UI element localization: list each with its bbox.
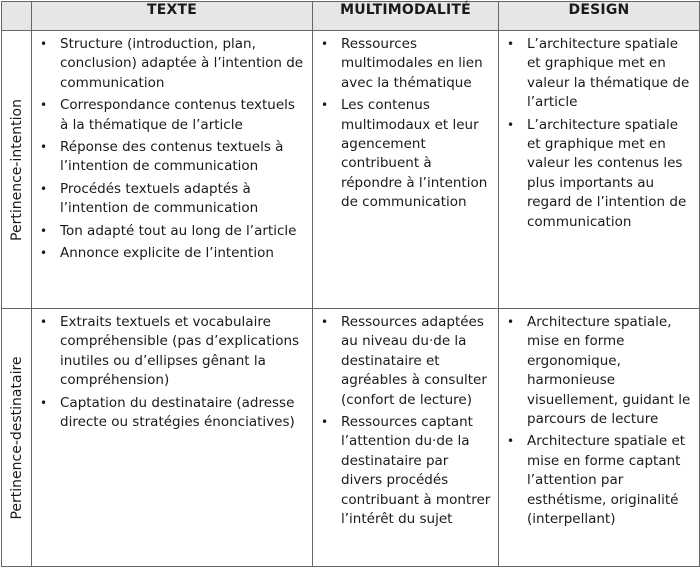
cell-destinataire-multimodalite <box>313 309 499 567</box>
bullet-item <box>505 313 693 429</box>
bullet-item <box>38 222 306 241</box>
bullet-icon: • <box>507 315 515 329</box>
bullet-icon: • <box>40 37 48 51</box>
bullet-item <box>319 313 492 410</box>
criteria-table <box>1 1 700 567</box>
bullet-item <box>319 413 492 529</box>
list-intention-multimodalite <box>313 31 498 213</box>
bullet-item <box>38 394 306 433</box>
bullet-icon: • <box>507 117 515 132</box>
bullet-item <box>38 35 306 93</box>
row-label-destinataire <box>2 309 32 567</box>
bullet-icon: • <box>40 395 48 410</box>
bullet-icon: • <box>40 246 48 261</box>
bullet-item <box>505 35 693 113</box>
bullet-icon: • <box>321 315 329 329</box>
header-multimodalite: MULTIMODALITÉ <box>313 2 499 31</box>
cell-intention-texte <box>32 31 313 309</box>
list-destinataire-texte <box>32 309 312 432</box>
bullet-text: Ton adapté tout au long de l’article <box>60 222 297 239</box>
list-intention-design <box>499 31 699 232</box>
corner-cell <box>2 2 32 31</box>
bullet-icon: • <box>40 223 48 238</box>
header-design: DESIGN <box>499 2 700 31</box>
cell-destinataire-design <box>499 309 700 567</box>
bullet-item <box>505 432 693 529</box>
row-destinataire <box>2 309 700 567</box>
bullet-icon: • <box>40 98 48 113</box>
bullet-icon: • <box>321 98 329 113</box>
bullet-icon: • <box>40 140 48 155</box>
list-intention-texte <box>32 31 312 263</box>
bullet-text: Ressources captant l’attention du·de la destinataire par divers procédés contribuant à montrer l’intérêt du sujet <box>341 414 491 528</box>
cell-destinataire-texte <box>32 309 313 567</box>
bullet-item <box>38 244 306 263</box>
bullet-text: L’architecture spatiale et graphique met en valeur la thématique de l’article <box>527 36 690 111</box>
bullet-item <box>319 35 492 93</box>
bullet-item <box>319 96 492 212</box>
bullet-text: Architecture spatiale et mise en forme captant l’attention par esthétisme, originalité (interpellant) <box>527 433 686 528</box>
bullet-text: Architecture spatiale, mise en forme ergonomique, harmonieuse visuellement, guidant le parcours de lecture <box>527 314 691 428</box>
list-destinataire-design <box>499 309 699 529</box>
bullet-text: Réponse des contenus textuels à l’intention de communication <box>60 139 284 175</box>
row-label-destinataire-text: Pertinence-destinataire <box>8 355 25 520</box>
bullet-icon: • <box>40 181 48 196</box>
header-row <box>2 2 700 31</box>
bullet-text: Les contenus multimodaux et leur agencement contribuent à répondre à l’intention de communication <box>341 97 488 211</box>
bullet-text: Ressources multimodales en lien avec la thématique <box>341 36 483 91</box>
bullet-text: Ressources adaptées au niveau du·de la destinataire et agréables à consulter (confort de lecture) <box>341 314 487 408</box>
bullet-icon: • <box>507 37 515 51</box>
bullet-text: Extraits textuels et vocabulaire compréhensible (pas d’explications inutiles ou d’ellipses gênant la compréhension) <box>60 314 300 389</box>
bullet-item <box>38 313 306 391</box>
header-texte: TEXTE <box>32 2 313 31</box>
bullet-text: Procédés textuels adaptés à l’intention de communication <box>60 180 259 217</box>
bullet-text: Annonce explicite de l’intention <box>60 245 274 262</box>
list-destinataire-multimodalite <box>313 309 498 529</box>
bullet-item <box>505 116 693 232</box>
row-label-intention-text: Pertinence-intention <box>8 98 25 241</box>
bullet-text: Correspondance contenus textuels à la thématique de l’article <box>60 97 295 133</box>
bullet-text: L’architecture spatiale et graphique met en valeur les contenus les plus importants au regard de l’intention de communication <box>527 116 687 230</box>
bullet-icon: • <box>507 434 515 449</box>
bullet-text: Captation du destinataire (adresse directe ou stratégies énonciatives) <box>60 394 295 431</box>
bullet-item <box>38 96 306 135</box>
cell-intention-multimodalite <box>313 31 499 309</box>
bullet-item <box>38 138 306 177</box>
row-label-intention <box>2 31 32 309</box>
cell-intention-design <box>499 31 700 309</box>
row-intention <box>2 31 700 309</box>
bullet-icon: • <box>321 415 329 430</box>
bullet-text: Structure (introduction, plan, conclusion) adaptée à l’intention de communication <box>60 36 304 91</box>
bullet-icon: • <box>321 37 329 51</box>
bullet-icon: • <box>40 315 48 329</box>
bullet-item <box>38 180 306 219</box>
